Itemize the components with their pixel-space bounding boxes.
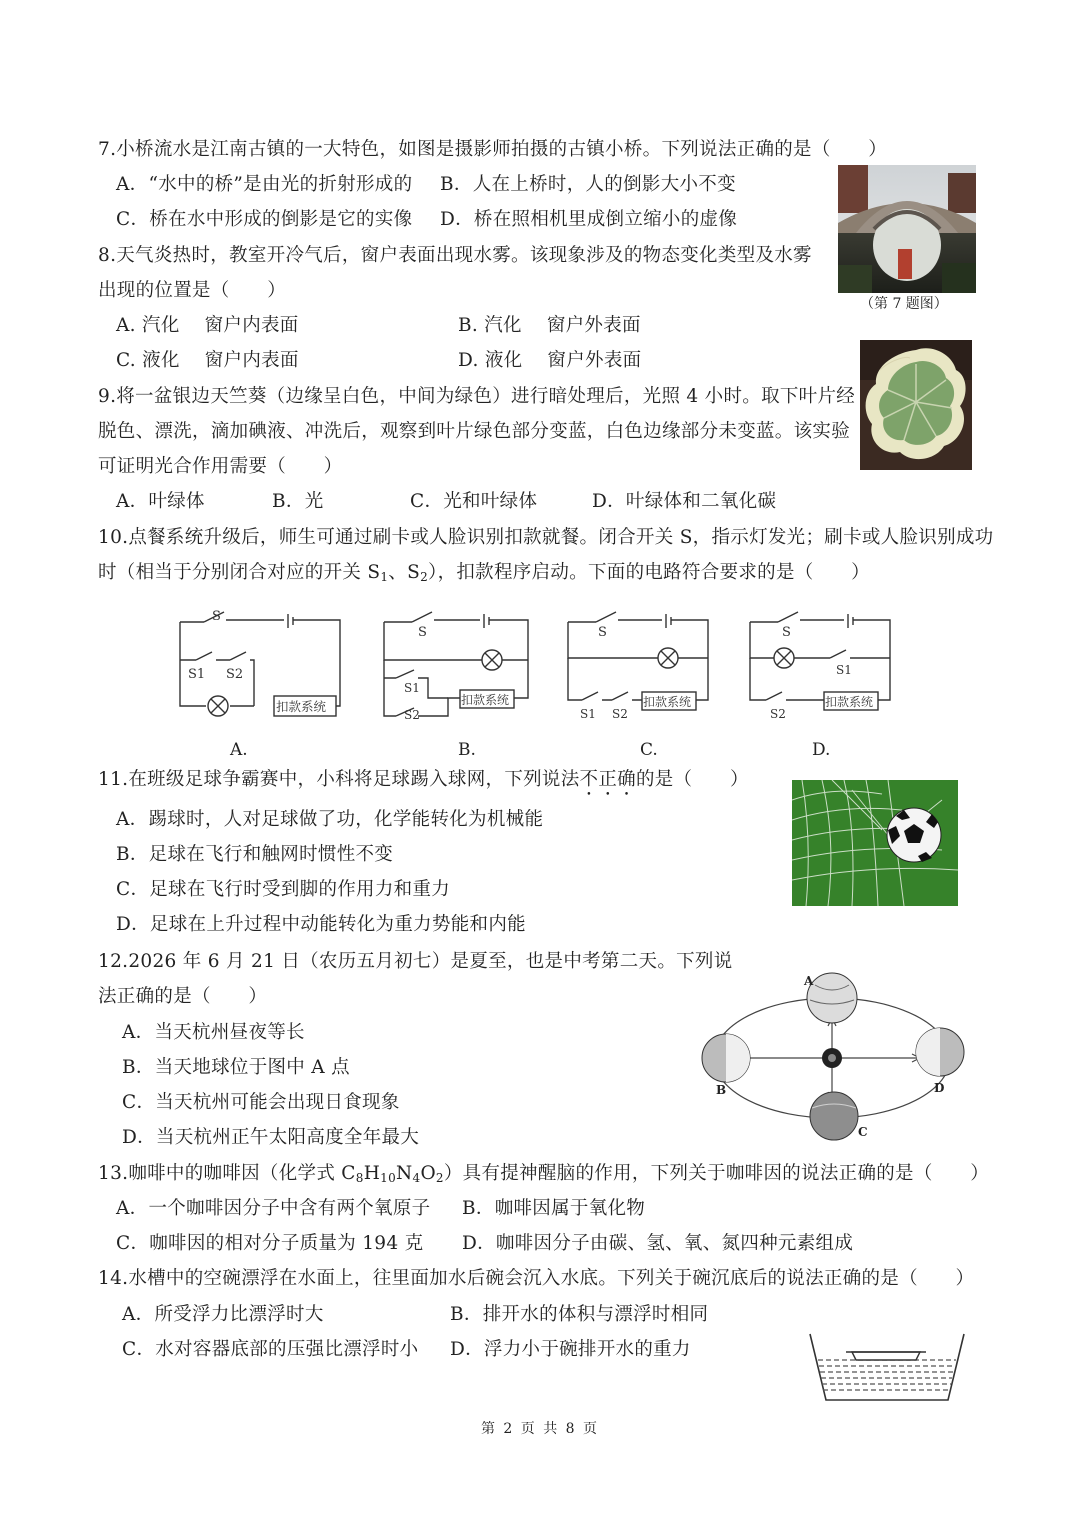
orbit-point-b: B	[716, 1083, 727, 1097]
orbit-point-a: A	[804, 974, 814, 988]
switch-s2-label: S2	[226, 667, 244, 682]
q7-option-a: A．“水中的桥”是由光的折射形成的	[116, 174, 413, 195]
q12-option-c: C．当天杭州可能会出现日食现象	[122, 1092, 400, 1113]
q7-option-d: D．桥在照相机里成倒立缩小的虚像	[440, 209, 738, 230]
q13-option-a: A．一个咖啡因分子中含有两个氧原子	[116, 1198, 431, 1219]
q8-stem-line1: 8.天气炎热时，教室开冷气后，窗户表面出现水雾。该现象涉及的物态变化类型及水雾	[98, 245, 812, 266]
q9-stem-line1: 9.将一盆银边天竺葵（边缘呈白色，中间为绿色）进行暗处理后，光照 4 小时。取下叶片经	[98, 386, 856, 407]
q13-option-d: D．咖啡因分子由碳、氢、氧、氮四种元素组成	[462, 1233, 854, 1254]
circuit-diagram-b	[376, 606, 536, 721]
q14-stem: 14.水槽中的空碗漂浮在水面上，往里面加水后碗会沉入水底。下列关于碗沉底后的说法正确的是（ ）	[98, 1268, 975, 1289]
payment-system-label: 扣款系统	[461, 693, 510, 707]
q13-stem: 13.咖啡中的咖啡因（化学式 $C_8H_{10}N_4O_2$）具有提神醒脑的作用，下列关于咖啡因的说法正确的是（ ）	[98, 1163, 990, 1185]
q9-option-d: D．叶绿体和二氧化碳	[592, 491, 777, 512]
q11-option-d: D．足球在上升过程中动能转化为重力势能和内能	[116, 914, 526, 935]
q8-option-b: B. 汽化 窗户外表面	[458, 315, 641, 336]
water-tank-bowl-diagram	[806, 1330, 966, 1406]
circuit-c-label: C.	[640, 740, 658, 760]
q14-option-d: D．浮力小于碗排开水的重力	[450, 1339, 691, 1360]
q12-option-a: A．当天杭州昼夜等长	[122, 1022, 305, 1043]
payment-system-label: 扣款系统	[276, 699, 327, 714]
q9-option-b: B．光	[272, 491, 324, 512]
q12-option-b: B．当天地球位于图中 A 点	[122, 1057, 350, 1078]
switch-s1-label: S1	[188, 667, 206, 682]
q11-option-a: A．踢球时，人对足球做了功，化学能转化为机械能	[116, 809, 544, 830]
page-footer: 第 2 页 共 8 页	[480, 1421, 600, 1437]
switch-s2-label: S2	[770, 707, 786, 721]
switch-s-label: S	[212, 609, 221, 624]
q9-option-a: A．叶绿体	[116, 491, 205, 512]
q13-option-c: C．咖啡因的相对分子质量为 194 克	[116, 1233, 424, 1254]
q11-option-b: B．足球在飞行和触网时惯性不变	[116, 844, 394, 865]
q11-option-c: C．足球在飞行时受到脚的作用力和重力	[116, 879, 451, 900]
switch-s2-label: S2	[612, 707, 628, 721]
q11-stem: 11.在班级足球争霸赛中，小科将足球踢入球网，下列说法不正确的是（ ）	[98, 769, 749, 790]
q12-stem-line2: 法正确的是（ ）	[98, 986, 268, 1007]
q13-option-b: B．咖啡因属于氧化物	[462, 1198, 646, 1219]
bridge-photo	[838, 165, 976, 293]
circuit-a-label: A.	[230, 740, 248, 760]
circuit-b-label: B.	[458, 740, 476, 760]
switch-s-label: S	[418, 625, 427, 640]
payment-system-label: 扣款系统	[825, 695, 874, 709]
q10-stem-line2: 时（相当于分别闭合对应的开关 $S_1$、$S_2$），扣款程序启动。下面的电路符合要求的是（ ）	[98, 562, 870, 584]
q8-option-a: A. 汽化 窗户内表面	[116, 315, 299, 336]
payment-system-label: 扣款系统	[643, 695, 692, 709]
q9-stem-line2: 脱色、漂洗，滴加碘液、冲洗后，观察到叶片绿色部分变蓝，白色边缘部分未变蓝。该实验	[98, 421, 851, 442]
q12-option-d: D．当天杭州正午太阳高度全年最大	[122, 1127, 420, 1148]
q14-option-a: A．所受浮力比漂浮时大	[122, 1304, 324, 1325]
q9-option-c: C．光和叶绿体	[410, 491, 538, 512]
switch-s2-label: S2	[404, 708, 420, 721]
earth-orbit-diagram	[700, 970, 970, 1145]
circuit-diagram-a	[172, 606, 347, 721]
circuit-diagram-d	[744, 606, 896, 721]
switch-s-label: S	[782, 625, 791, 640]
q8-stem-line2: 出现的位置是（ ）	[98, 280, 287, 301]
switch-s1-label: S1	[404, 681, 420, 695]
q14-option-b: B．排开水的体积与漂浮时相同	[450, 1304, 709, 1325]
q12-stem-line1: 12.2026 年 6 月 21 日（农历五月初七）是夏至，也是中考第二天。下列说	[98, 951, 733, 972]
circuit-d-label: D.	[812, 740, 831, 760]
switch-s-label: S	[598, 625, 607, 640]
q9-stem-line3: 可证明光合作用需要（ ）	[98, 456, 343, 477]
geranium-leaf-photo	[860, 340, 972, 470]
orbit-point-c: C	[858, 1125, 868, 1139]
soccer-ball-net-photo	[792, 780, 958, 906]
q7-stem: 7.小桥流水是江南古镇的一大特色，如图是摄影师拍摄的古镇小桥。下列说法正确的是（ ）	[98, 139, 888, 160]
circuit-diagram-c	[562, 606, 714, 721]
switch-s1-label: S1	[580, 707, 596, 721]
q7-option-c: C．桥在水中形成的倒影是它的实像	[116, 209, 413, 230]
q8-option-d: D. 液化 窗户外表面	[458, 350, 642, 371]
q7-figure-caption: （第 7 题图）	[860, 296, 948, 312]
q10-stem-line1: 10.点餐系统升级后，师生可通过刷卡或人脸识别扣款就餐。闭合开关 S，指示灯发光；刷卡或人脸识别成功	[98, 527, 994, 548]
q8-option-c: C. 液化 窗户内表面	[116, 350, 299, 371]
q7-option-b: B．人在上桥时，人的倒影大小不变	[440, 174, 736, 195]
switch-s1-label: S1	[836, 663, 852, 677]
orbit-point-d: D	[934, 1081, 945, 1095]
q14-option-c: C．水对容器底部的压强比漂浮时小	[122, 1339, 419, 1360]
